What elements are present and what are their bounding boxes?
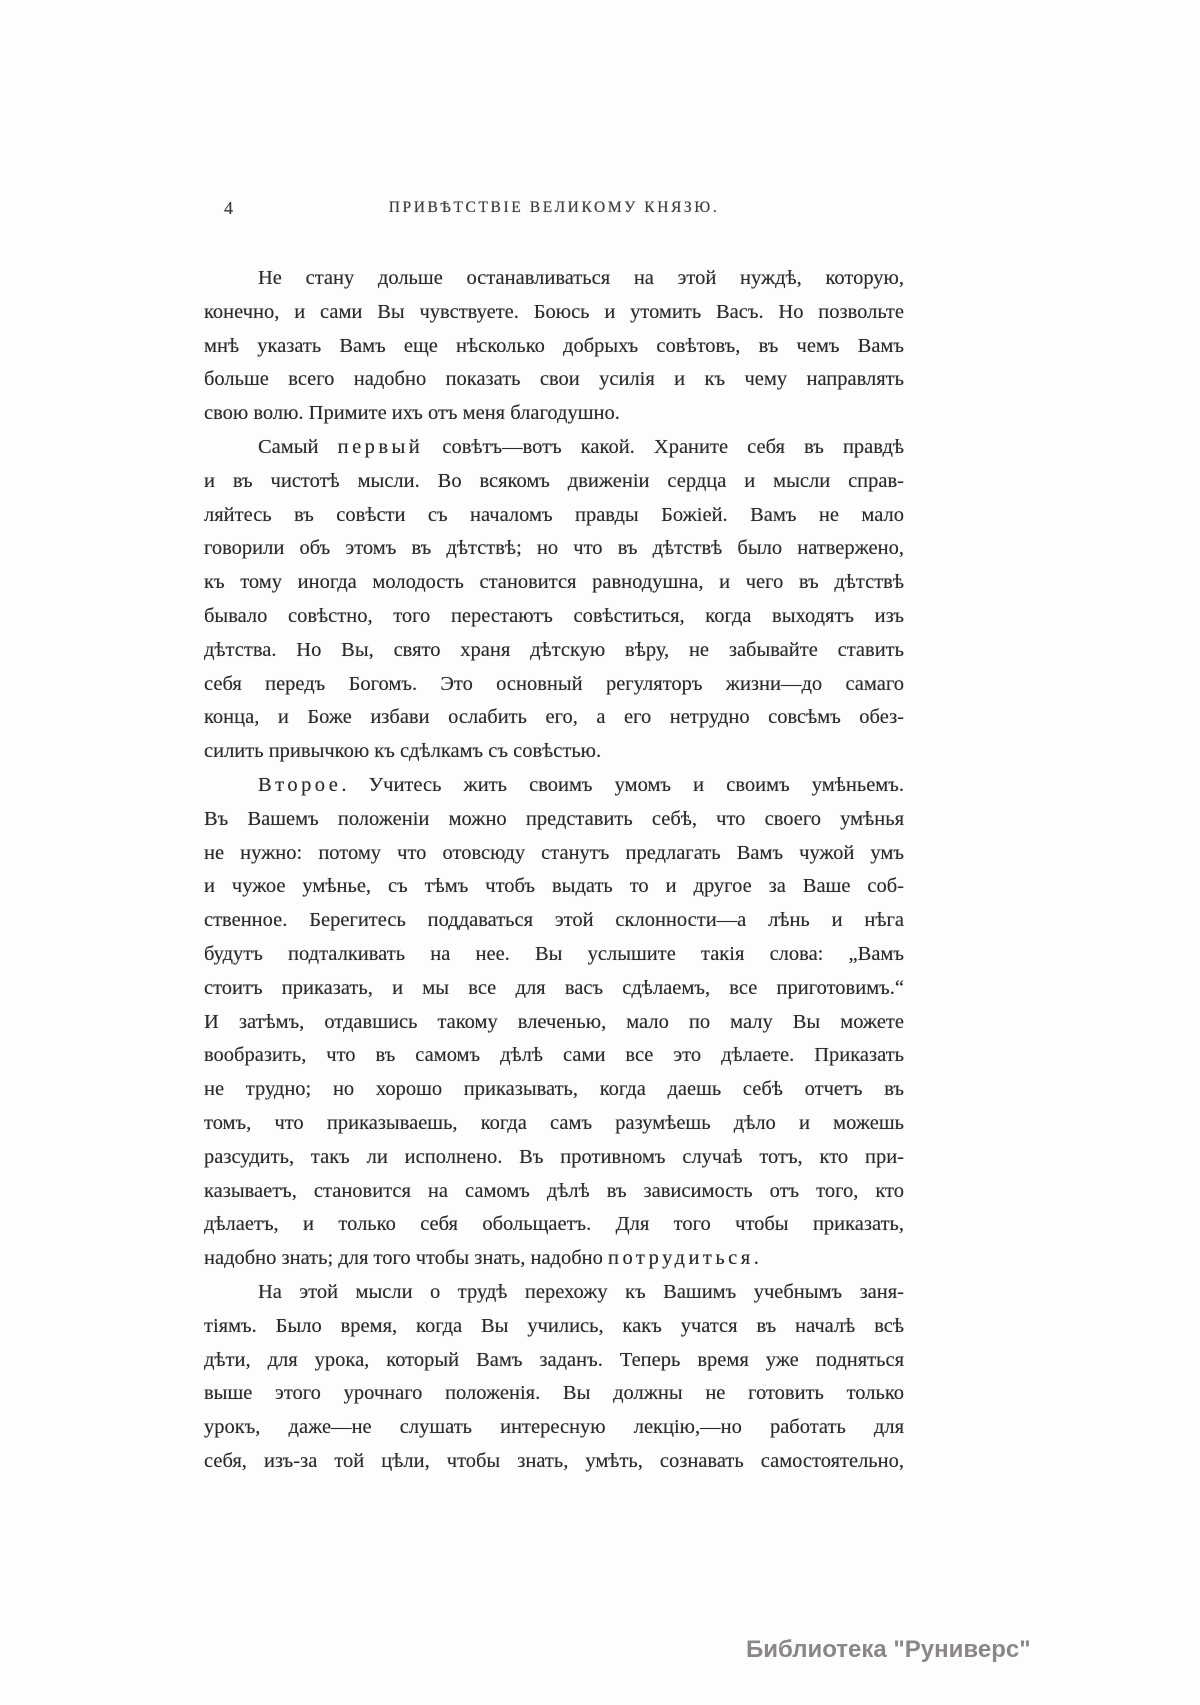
paragraph [204,769,904,1276]
text-line: И затѣмъ, отдавшись такому влеченью, мало по малу Вы можете [204,1010,904,1033]
text-line: урокъ, даже—не слушать интересную лекцію,—но работать для [204,1416,904,1439]
text-line: и чужое умѣнье, съ тѣмъ чтобъ выдать то и другое за Ваше соб- [204,875,904,898]
emphasized-word: первый [337,435,424,458]
watermark: Библиотека "Руниверс" [746,1636,1031,1663]
text-line: свою волю. Примите ихъ отъ меня благодушно. [204,402,620,425]
text-line: конца, и Боже избави ослабить его, а его нетрудно совсѣмъ обез- [204,706,904,729]
text-line: Второе. Учитесь жить своимъ умомъ и своимъ умѣньемъ. [258,773,904,796]
paragraph [204,262,904,431]
emphasized-word: Второе [258,773,342,796]
text-line: не трудно; но хорошо приказывать, когда даешь себѣ отчетъ въ [204,1078,904,1101]
text-line: Не стану дольше останавливаться на этой нуждѣ, которую, [258,267,904,289]
text-line: выше этого урочнаго положенія. Вы должны не готовить только [204,1382,904,1405]
text-line: будутъ подталкивать на нее. Вы услышите такія слова: „Вамъ [204,942,904,965]
text-line: ственное. Берегитесь поддаваться этой склонности—а лѣнь и нѣга [204,909,904,932]
text-line: себя, изъ-за той цѣли, чтобы знать, умѣть, сознавать самостоятельно, [204,1449,904,1472]
text-line: и въ чистотѣ мысли. Во всякомъ движеніи сердца и мысли справ- [204,469,904,492]
text-line: На этой мысли о трудѣ перехожу къ Вашимъ учебнымъ заня- [258,1280,904,1303]
emphasized-word: потрудиться [608,1247,754,1270]
text-line: ляйтесь въ совѣсти съ началомъ правды Божіей. Вамъ не мало [204,503,904,526]
text-line: казываетъ, становится на самомъ дѣлѣ въ зависимость отъ того, кто [204,1179,904,1202]
text-line: говорили объ этомъ въ дѣтствѣ; но что въ дѣтствѣ было натвержено, [204,537,904,560]
text-line: не нужно: потому что отовсюду станутъ предлагать Вамъ чужой умъ [204,841,904,864]
text-line: бывало совѣстно, того перестаютъ совѣститься, когда выходятъ изъ [204,604,904,627]
page-number: 4 [224,198,233,218]
text-line: себя передъ Богомъ. Это основный регуляторъ жизни—до самаго [204,672,904,695]
text-line: томъ, что приказываешь, когда самъ разумѣешь дѣло и можешь [204,1111,904,1134]
text-line: надобно знать; для того чтобы знать, надобно потрудиться. [204,1247,759,1270]
text-line: конечно, и сами Вы чувствуете. Боюсь и утомить Васъ. Но позвольте [204,300,904,323]
text-line: Въ Вашемъ положеніи можно представить себѣ, что своего умѣнья [204,807,904,830]
text-line: тіямъ. Было время, когда Вы учились, какъ учатся въ началѣ всѣ [204,1314,904,1337]
running-header: ПРИВѢТСТВІЕ ВЕЛИКОМУ КНЯЗЮ. [388,199,720,216]
text-line: вообразить, что въ самомъ дѣлѣ сами все это дѣлаете. Приказать [204,1044,904,1067]
text-line: стоитъ приказать, и мы все для васъ сдѣлаемъ, все приготовимъ.“ [204,976,904,999]
text-line: силить привычкою къ сдѣлкамъ съ совѣстью. [204,740,602,763]
text-line: дѣлаетъ, и только себя обольщаетъ. Для того чтобы приказать, [204,1213,904,1236]
text-line: дѣтства. Но Вы, свято храня дѣтскую вѣру, не забывайте ставить [204,638,904,661]
body-text [204,262,904,1479]
text-line: разсудить, такъ ли исполнено. Въ противномъ случаѣ тотъ, кто при- [204,1145,904,1168]
text-line: мнѣ указать Вамъ еще нѣсколько добрыхъ совѣтовъ, въ чемъ Вамъ [204,334,904,357]
paragraph [204,1276,904,1479]
text-line: къ тому иногда молодость становится равнодушна, и чего въ дѣтствѣ [204,571,904,594]
text-line: дѣти, для урока, который Вамъ заданъ. Теперь время уже подняться [204,1348,904,1371]
paragraph [204,431,904,769]
text-line: больше всего надобно показать свои усилія и къ чему направлять [204,368,904,391]
text-line: Самый первый совѣтъ—вотъ какой. Храните себя въ правдѣ [258,435,904,458]
